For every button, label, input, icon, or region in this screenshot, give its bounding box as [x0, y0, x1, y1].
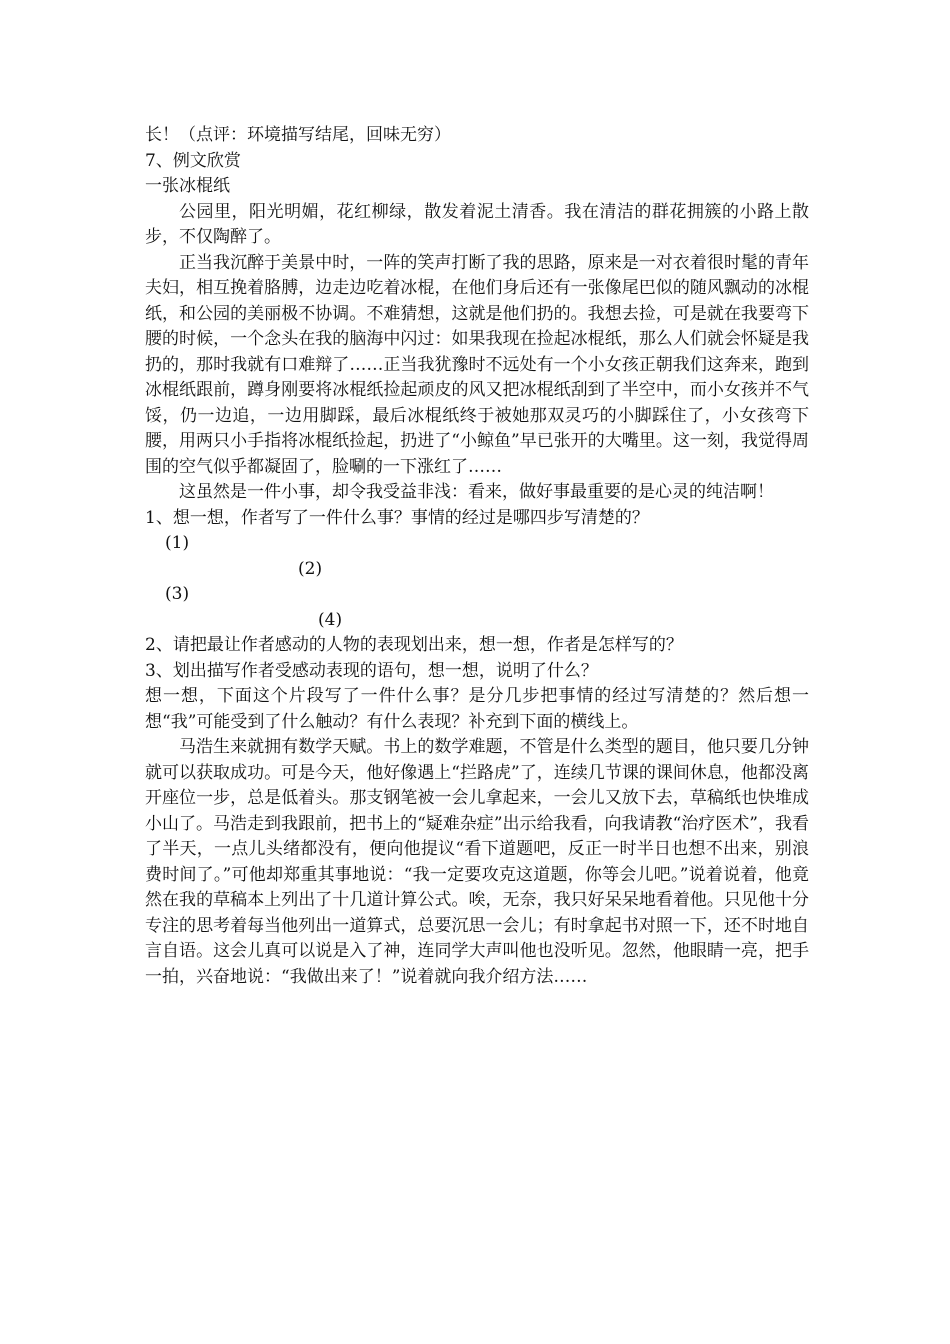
comment-line: 长！（点评：环境描写结尾，回味无穷）: [145, 125, 451, 145]
answer-number-4: (4): [318, 609, 343, 630]
essay-paragraph-1: 公园里，阳光明媚，花红柳绿，散发着泥土清香。我在清洁的群花拥簇的小路上散步，不仅陶醉了。: [145, 201, 809, 247]
essay-paragraph-3: 这虽然是一件小事，却令我受益非浅：看来，做好事最重要的是心灵的纯洁啊！: [179, 482, 774, 502]
section-heading: 7、例文欣赏: [145, 150, 241, 171]
practice-passage: 马浩生来就拥有数学天赋。书上的数学难题，不管是什么类型的题目，他只要几分钟就可以获取成功。可是今天，他好像遇上“拦路虎”了，连续几节课的课间休息，他都没离开座位一步，总是低着头。那支钢笔被一会儿拿起来，一会儿又放下去，草稿纸也快堆成小山了。马浩走到我跟前，把书上的“疑难杂症”出示给我看，向我请教“治疗医术”，我看了半天，一点儿头绪都没有，便向他提议“看下道题吧，反正一时半日也想不出来，别浪费时间了。”可他却郑重其事地说：“我一定要攻克这道题，你等会儿吧。”说着说着，他竟然在我的草稿本上列出了十几道计算公式。唉，无奈，我只好呆呆地看着他。只见他十分专注的思考着每当他列出一道算式，总要沉思一会儿；有时拿起书对照一下，还不时地自言自语。这会儿真可以说是入了神，连同学大声叫他也没听见。忽然，他眼睛一亮，把手一拍，兴奋地说：“我做出来了！”说着就向我介绍方法……: [145, 737, 809, 987]
essay-title: 一张冰棍纸: [145, 176, 230, 196]
essay-paragraph-2: 正当我沉醉于美景中时，一阵的笑声打断了我的思路，原来是一对衣着很时髦的青年夫妇，相互挽着胳膊，边走边吃着冰棍，在他们身后还有一张像尾巴似的随风飘动的冰棍纸，和公园的美丽极不协调。不难猜想，这就是他们扔的。我想去捡，可是就在我要弯下腰的时候，一个念头在我的脑海中闪过：如果我现在捡起冰棍纸，那么人们就会怀疑是我扔的，那时我就有口难辩了……正当我犹豫时不远处有一个小女孩正朝我们这奔来，跑到冰棍纸跟前，蹲身刚要将冰棍纸捡起顽皮的风又把冰棍纸刮到了半空中，而小女孩并不气馁，仍一边追，一边用脚踩，最后冰棍纸终于被她那双灵巧的小脚踩住了，小女孩弯下腰，用两只小手指将冰棍纸捡起，扔进了“小鲸鱼”早已张开的大嘴里。这一刻，我觉得周围的空气似乎都凝固了，脸唰的一下涨红了……: [145, 252, 809, 477]
answer-blank-2: [145, 557, 809, 583]
answer-number-3: (3): [165, 584, 190, 604]
question-4: 想一想，下面这个片段写了一件什么事？是分几步把事情的经过写清楚的？然后想一想“我”可能受到了什么触动？有什么表现？补充到下面的横线上。: [145, 686, 809, 732]
question-3: 3、划出描写作者受感动表现的语句，想一想，说明了什么？: [145, 660, 598, 681]
answer-number-1: (1): [165, 533, 190, 553]
answer-blank-4: [145, 608, 809, 634]
question-2: 2、请把最让作者感动的人物的表现划出来，想一想，作者是怎样写的？: [145, 635, 683, 655]
document-body: [145, 123, 809, 990]
answer-blank-1: [145, 531, 809, 557]
answer-number-2: (2): [298, 558, 323, 579]
question-1: 1、想一想，作者写了一件什么事？事情的经过是哪四步写清楚的？: [145, 507, 649, 528]
answer-blank-3: [145, 582, 809, 608]
